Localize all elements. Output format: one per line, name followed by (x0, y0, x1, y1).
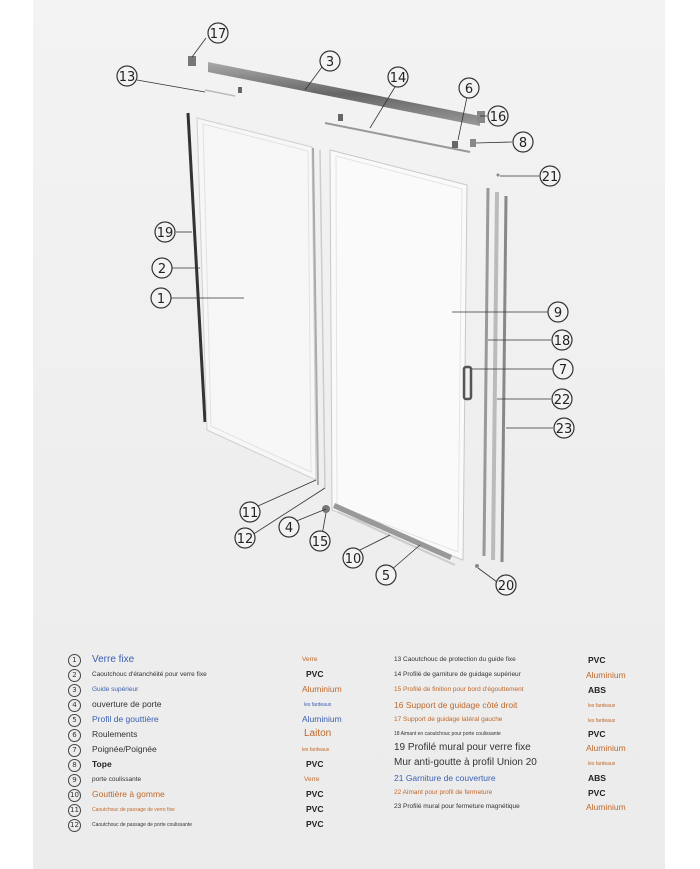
rollers (452, 141, 458, 148)
callout-16 (488, 106, 508, 126)
callout-7 (553, 359, 573, 379)
callout-15 (310, 531, 330, 551)
callout-23 (554, 418, 574, 438)
svg-text:23: 23 (555, 422, 573, 437)
callout-2 (152, 258, 172, 278)
callout-9 (548, 302, 568, 322)
door-handle (464, 367, 471, 399)
callout-14 (388, 67, 408, 87)
trim-profile (325, 123, 470, 152)
svg-text:2: 2 (157, 262, 167, 277)
svg-text:16: 16 (489, 110, 507, 125)
roller-a (238, 87, 242, 93)
callout-10 (343, 548, 363, 568)
roller-b (338, 114, 343, 121)
svg-text:8: 8 (518, 136, 528, 151)
legend-name: Verre fixe (92, 654, 135, 665)
legend-material: PVC (306, 669, 324, 679)
callout-13 (117, 66, 137, 86)
svg-text:13: 13 (118, 70, 136, 85)
svg-text:10: 10 (344, 552, 362, 567)
callout-20 (496, 575, 516, 595)
stopper (470, 139, 476, 147)
fixed-glass (197, 118, 316, 480)
callout-18 (552, 330, 572, 350)
callout-3 (320, 51, 340, 71)
svg-text:7: 7 (558, 363, 568, 378)
svg-text:3: 3 (325, 55, 335, 70)
callout-6 (459, 78, 479, 98)
legend-material: PVC (306, 789, 324, 799)
legend-material: Aluminium (302, 684, 342, 694)
callout-8 (513, 132, 533, 152)
callout-19 (155, 222, 175, 242)
callout-12 (235, 528, 255, 548)
svg-text:5: 5 (381, 569, 391, 584)
callout-22 (552, 389, 572, 409)
legend-name: porte coulissante (92, 776, 142, 783)
legend-material: PVC (306, 759, 324, 769)
svg-text:1: 1 (156, 292, 166, 307)
legend-name: Roulements (92, 729, 138, 739)
svg-text:12: 12 (236, 532, 254, 547)
legend-name: Guide supérieur (92, 686, 139, 693)
legend-material: Verre (304, 776, 320, 783)
callout-1 (151, 288, 171, 308)
legend-material: les fardeaux (302, 747, 330, 753)
svg-text:18: 18 (553, 334, 571, 349)
legend-material: PVC (306, 804, 324, 814)
legend-name: Gouttière à gomme (92, 789, 165, 799)
magnet-profile (484, 188, 488, 556)
legend-name: Tope (92, 759, 112, 769)
legend-name: ouverture de porte (92, 699, 162, 709)
legend-name: Caoutchouc de passage de verre fixe (92, 807, 175, 813)
legend-name: Caoutchouc d'étanchéité pour verre fixe (92, 671, 207, 678)
callout-5 (376, 565, 396, 585)
svg-text:17: 17 (209, 27, 227, 42)
legend-material: Laiton (304, 728, 332, 739)
legend-name: Profil de gouttière (92, 714, 159, 724)
svg-text:14: 14 (389, 71, 407, 86)
protection-rubber (205, 90, 235, 96)
svg-text:9: 9 (553, 306, 563, 321)
bracket-right (477, 111, 485, 123)
sliding-door (330, 150, 467, 560)
legend-material: Verre (302, 656, 318, 663)
legend-material: Aluminium (302, 714, 342, 724)
svg-text:19: 19 (156, 226, 174, 241)
svg-text:11: 11 (241, 506, 259, 521)
top-rail (208, 62, 480, 126)
callout-4 (279, 517, 299, 537)
svg-text:4: 4 (284, 521, 294, 536)
legend-material: les fardeaux (304, 702, 332, 708)
legend-name: Poignée/Poignée (92, 744, 157, 754)
bracket-left (188, 56, 196, 66)
svg-text:6: 6 (464, 82, 474, 97)
svg-text:22: 22 (553, 393, 571, 408)
wall-profile-right (502, 196, 506, 562)
closing-profile (493, 192, 497, 560)
callout-11 (240, 502, 260, 522)
callout-17 (208, 23, 228, 43)
svg-text:20: 20 (497, 579, 515, 594)
callout-21 (540, 166, 560, 186)
legend-material: PVC (306, 819, 324, 829)
svg-text:15: 15 (311, 535, 329, 550)
legend-name: Caoutchouc de passage de porte coulissante (92, 822, 193, 828)
svg-text:21: 21 (541, 170, 559, 185)
